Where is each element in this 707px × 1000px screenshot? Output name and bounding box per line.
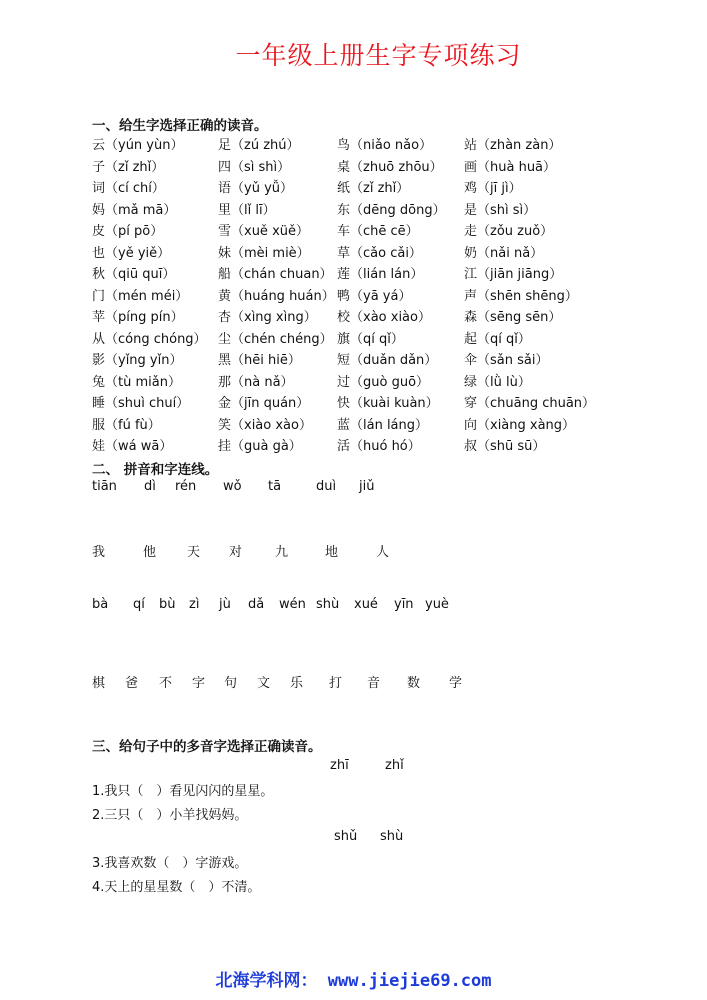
- reading-choice-item: 草（cǎo cǎi）: [337, 245, 422, 261]
- reading-choice-item: 鸭（yā yá）: [337, 288, 412, 304]
- pinyin-row-1: [92, 479, 612, 497]
- character-item: 地: [325, 545, 339, 560]
- section2-heading: 二、 拼音和字连线。: [92, 462, 219, 478]
- reading-choice-item: 过（guò guō）: [337, 374, 430, 390]
- grid-row: [92, 414, 612, 436]
- reading-choice-item: 江（jiān jiāng）: [464, 267, 563, 282]
- options-1-b: zhǐ: [385, 758, 404, 773]
- grid-row: [92, 177, 612, 199]
- reading-choice-item: 是（shì sì）: [464, 202, 537, 218]
- options-2-a: shǔ: [334, 829, 358, 844]
- character-item: 对: [229, 545, 243, 560]
- character-item: 乐: [290, 676, 304, 691]
- reading-choice-item: 画（huà huā）: [464, 159, 557, 175]
- reading-choice-item: 桌（zhuō zhōu）: [337, 159, 443, 175]
- reading-choice-item: 站（zhàn zàn）: [464, 138, 562, 153]
- pinyin-item: bù: [159, 597, 176, 612]
- reading-choice-item: 娃（wá wā）: [92, 439, 173, 454]
- character-item: 句: [224, 676, 238, 691]
- character-item: 打: [329, 676, 343, 691]
- sentence-4: 4.天上的星星数（ ）不清。: [92, 880, 261, 895]
- reading-choice-item: 妈（mǎ mā）: [92, 202, 177, 218]
- grid-row: [92, 328, 612, 350]
- reading-choice-item: 金（jīn quán）: [218, 396, 310, 411]
- character-item: 天: [187, 545, 201, 560]
- section1-heading: 一、给生字选择正确的读音。: [92, 118, 268, 134]
- grid-row: [92, 371, 612, 393]
- reading-choice-item: 旗（qí qǐ）: [337, 331, 404, 347]
- grid-row: [92, 220, 612, 242]
- character-item: 九: [275, 545, 289, 560]
- reading-choice-item: 从（cóng chóng）: [92, 331, 207, 347]
- reading-choice-item: 子（zǐ zhǐ）: [92, 159, 165, 175]
- reading-choice-item: 伞（sǎn sǎi）: [464, 353, 549, 368]
- reading-choice-item: 黄（huáng huán）: [218, 288, 335, 304]
- pinyin-item: bà: [92, 597, 109, 612]
- reading-choice-item: 活（huó hó）: [337, 439, 421, 454]
- pinyin-item: dì: [144, 479, 156, 494]
- pinyin-item: qí: [133, 597, 145, 612]
- character-item: 我: [92, 545, 106, 560]
- character-item: 数: [407, 676, 421, 691]
- reading-choice-item: 笑（xiào xào）: [218, 417, 312, 433]
- pinyin-item: wén: [279, 597, 306, 612]
- reading-choice-item: 里（lǐ lī）: [218, 202, 276, 218]
- grid-row: [92, 349, 612, 371]
- reading-choice-item: 莲（lián lán）: [337, 267, 424, 282]
- reading-choice-item: 云（yún yùn）: [92, 138, 184, 153]
- character-item: 音: [367, 676, 381, 691]
- reading-choice-item: 苹（píng pín）: [92, 310, 184, 325]
- reading-choice-item: 兔（tù miǎn）: [92, 374, 181, 390]
- reading-choice-item: 雪（xuě xüě）: [218, 224, 309, 239]
- char-row-1: [92, 541, 612, 559]
- grid-row: [92, 134, 612, 156]
- character-item: 不: [159, 676, 173, 691]
- reading-choice-item: 船（chán chuan）: [218, 267, 333, 282]
- reading-choice-item: 奶（nǎi nǎ）: [464, 245, 544, 261]
- pinyin-item: tā: [268, 479, 282, 494]
- reading-choice-item: 挂（guà gà）: [218, 439, 302, 454]
- grid-row: [92, 242, 612, 264]
- sentence-3: 3.我喜欢数（ ）字游戏。: [92, 856, 248, 871]
- reading-choice-item: 快（kuài kuàn）: [337, 396, 439, 411]
- sentence-2: 2.三只（ ）小羊找妈妈。: [92, 808, 248, 823]
- options-2-b: shù: [380, 829, 404, 844]
- character-item: 字: [192, 676, 206, 691]
- pinyin-item: zì: [189, 597, 200, 612]
- grid-row: [92, 435, 612, 457]
- reading-choice-item: 词（cí chí）: [92, 181, 165, 196]
- pinyin-item: tiān: [92, 479, 117, 494]
- reading-choice-item: 影（yǐng yǐn）: [92, 353, 183, 368]
- reading-choice-item: 杏（xìng xìng）: [218, 310, 317, 325]
- reading-choice-item: 服（fú fù）: [92, 417, 161, 433]
- pinyin-item: jù: [219, 597, 231, 612]
- grid-row: [92, 263, 612, 285]
- grid-row: [92, 306, 612, 328]
- reading-choice-item: 秋（qiū quī）: [92, 267, 176, 282]
- pinyin-item: rén: [175, 479, 197, 494]
- reading-choice-item: 声（shēn shēng）: [464, 288, 578, 304]
- pinyin-item: shù: [316, 597, 340, 612]
- pinyin-item: yuè: [425, 597, 449, 612]
- grid-row: [92, 199, 612, 221]
- reading-choice-item: 纸（zǐ zhǐ）: [337, 181, 410, 196]
- character-item: 文: [257, 676, 271, 691]
- reading-choice-item: 校（xào xiào）: [337, 310, 431, 325]
- reading-choice-item: 足（zú zhú）: [218, 138, 300, 153]
- pinyin-item: dǎ: [248, 597, 265, 612]
- reading-choice-item: 蓝（lán láng）: [337, 417, 429, 433]
- grid-row: [92, 156, 612, 178]
- reading-choice-item: 那（nà nǎ）: [218, 374, 294, 390]
- pinyin-item: xué: [354, 597, 378, 612]
- footer-watermark: 北海学科网： www.jiejie69.com: [215, 971, 492, 991]
- page-title: 一年级上册生字专项练习: [235, 41, 522, 70]
- reading-choice-item: 也（yě yiě）: [92, 245, 171, 261]
- character-item: 人: [376, 545, 390, 560]
- character-item: 学: [449, 676, 463, 691]
- reading-choice-item: 森（sēng sēn）: [464, 310, 562, 325]
- character-item: 爸: [125, 676, 139, 691]
- pinyin-row-2: [92, 597, 612, 615]
- reading-choice-item: 穿（chuāng chuān）: [464, 396, 596, 411]
- sentence-1: 1.我只（ ）看见闪闪的星星。: [92, 784, 274, 799]
- character-item: 棋: [92, 676, 106, 691]
- options-1-a: zhī: [330, 758, 349, 773]
- reading-choice-item: 短（duǎn dǎn）: [337, 353, 438, 368]
- reading-choice-item: 叔（shū sū）: [464, 439, 546, 454]
- pinyin-item: yīn: [394, 597, 414, 612]
- reading-choice-item: 走（zǒu zuǒ）: [464, 224, 554, 239]
- grid-row: [92, 392, 612, 414]
- grid-row: [92, 285, 612, 307]
- pinyin-item: duì: [316, 479, 337, 494]
- pinyin-item: jiǔ: [359, 479, 375, 494]
- reading-choice-item: 向（xiàng xàng）: [464, 417, 576, 433]
- pinyin-item: wǒ: [223, 479, 242, 494]
- reading-choice-item: 东（dēng dōng）: [337, 202, 446, 218]
- reading-choice-item: 皮（pí pō）: [92, 224, 164, 239]
- reading-choice-item: 门（mén méi）: [92, 288, 189, 304]
- reading-choice-item: 车（chē cē）: [337, 224, 419, 239]
- reading-choice-item: 鸟（niǎo nǎo）: [337, 138, 433, 153]
- reading-choice-item: 鸡（jī jì）: [464, 181, 522, 196]
- reading-choice-item: 睡（shuì chuí）: [92, 396, 190, 411]
- char-row-2: [92, 672, 612, 690]
- reading-choice-item: 妹（mèi miè）: [218, 245, 310, 261]
- character-item: 他: [143, 545, 157, 560]
- reading-choice-item: 尘（chén chéng）: [218, 331, 333, 347]
- reading-choice-item: 黑（hēi hiē）: [218, 353, 301, 368]
- section3-heading: 三、给句子中的多音字选择正确读音。: [92, 739, 322, 755]
- reading-choice-item: 四（sì shì）: [218, 159, 291, 175]
- reading-choice-item: 语（yǔ yǚ）: [218, 181, 293, 196]
- reading-choice-item: 起（qí qǐ）: [464, 331, 531, 347]
- reading-choice-item: 绿（lǜ lù）: [464, 374, 531, 390]
